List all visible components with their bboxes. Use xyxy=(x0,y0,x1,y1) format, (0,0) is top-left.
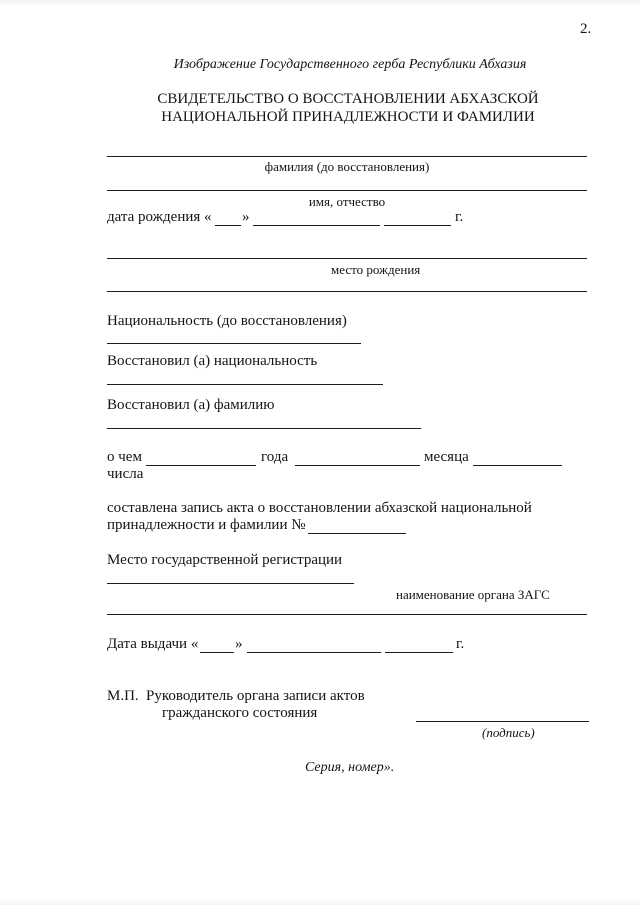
issue-month-line[interactable] xyxy=(247,652,381,653)
head-title-line-2: гражданского состояния xyxy=(162,705,318,721)
scan-shadow-top xyxy=(0,0,640,7)
signature-caption: (подпись) xyxy=(482,725,535,740)
nationality-before-line[interactable] xyxy=(107,343,361,344)
birth-year-suffix: г. xyxy=(455,209,464,225)
record-text-line-2: принадлежности и фамилии № xyxy=(107,517,306,533)
registry-office-caption: наименование органа ЗАГС xyxy=(396,587,550,602)
surname-before-caption: фамилия (до восстановления) xyxy=(264,159,430,174)
series-number: Серия, номер». xyxy=(305,760,395,775)
issue-date-quote-close: » xyxy=(235,636,243,652)
issue-date-label: Дата выдачи « xyxy=(107,636,199,652)
about-which-label: о чем xyxy=(107,449,142,465)
restored-surname-line[interactable] xyxy=(107,428,421,429)
name-patronymic-caption: имя, отчество xyxy=(308,194,386,209)
year-word: года xyxy=(261,449,289,465)
birth-day-line[interactable] xyxy=(215,225,241,226)
record-text-line-1: составлена запись акта о восстановлении абхазской национальной xyxy=(107,500,532,516)
surname-line[interactable] xyxy=(107,156,587,157)
birth-year-line[interactable] xyxy=(384,225,451,226)
signature-line[interactable] xyxy=(416,721,589,722)
year-words-line[interactable] xyxy=(295,465,420,466)
registry-office-line[interactable] xyxy=(107,614,587,615)
nationality-before-label: Национальность (до восстановления) xyxy=(107,313,347,329)
birth-month-line[interactable] xyxy=(253,225,380,226)
birth-date-label: дата рождения « xyxy=(107,209,212,225)
birth-place-line-1[interactable] xyxy=(107,258,587,259)
title-line-1: СВИДЕТЕЛЬСТВО О ВОССТАНОВЛЕНИИ АБХАЗСКОЙ xyxy=(157,91,539,107)
seal-mark: М.П. xyxy=(107,688,139,704)
month-word: месяца xyxy=(424,449,469,465)
registration-place-label: Место государственной регистрации xyxy=(107,552,343,568)
scan-shadow-bottom xyxy=(0,897,640,905)
registration-place-line[interactable] xyxy=(107,583,354,584)
title-line-2: НАЦИОНАЛЬНОЙ ПРИНАДЛЕЖНОСТИ И ФАМИЛИИ xyxy=(161,109,535,125)
page-number: 2. xyxy=(580,21,592,37)
day-word: числа xyxy=(107,466,144,482)
issue-day-line[interactable] xyxy=(200,652,234,653)
birth-place-line-2[interactable] xyxy=(107,291,587,292)
record-number-line[interactable] xyxy=(308,533,406,534)
emblem-caption: Изображение Государственного герба Республики Абхазия xyxy=(173,57,527,72)
restored-surname-label: Восстановил (а) фамилию xyxy=(107,397,275,413)
issue-year-suffix: г. xyxy=(456,636,465,652)
name-patronymic-line[interactable] xyxy=(107,190,587,191)
restored-nationality-line[interactable] xyxy=(107,384,383,385)
month-words-line[interactable] xyxy=(473,465,562,466)
day-number-line[interactable] xyxy=(146,465,256,466)
birth-place-caption: место рождения xyxy=(331,262,421,277)
head-title-line-1: Руководитель органа записи актов xyxy=(146,688,365,704)
issue-year-line[interactable] xyxy=(385,652,453,653)
restored-nationality-label: Восстановил (а) национальность xyxy=(107,353,318,369)
birth-date-quote-close: » xyxy=(242,209,250,225)
